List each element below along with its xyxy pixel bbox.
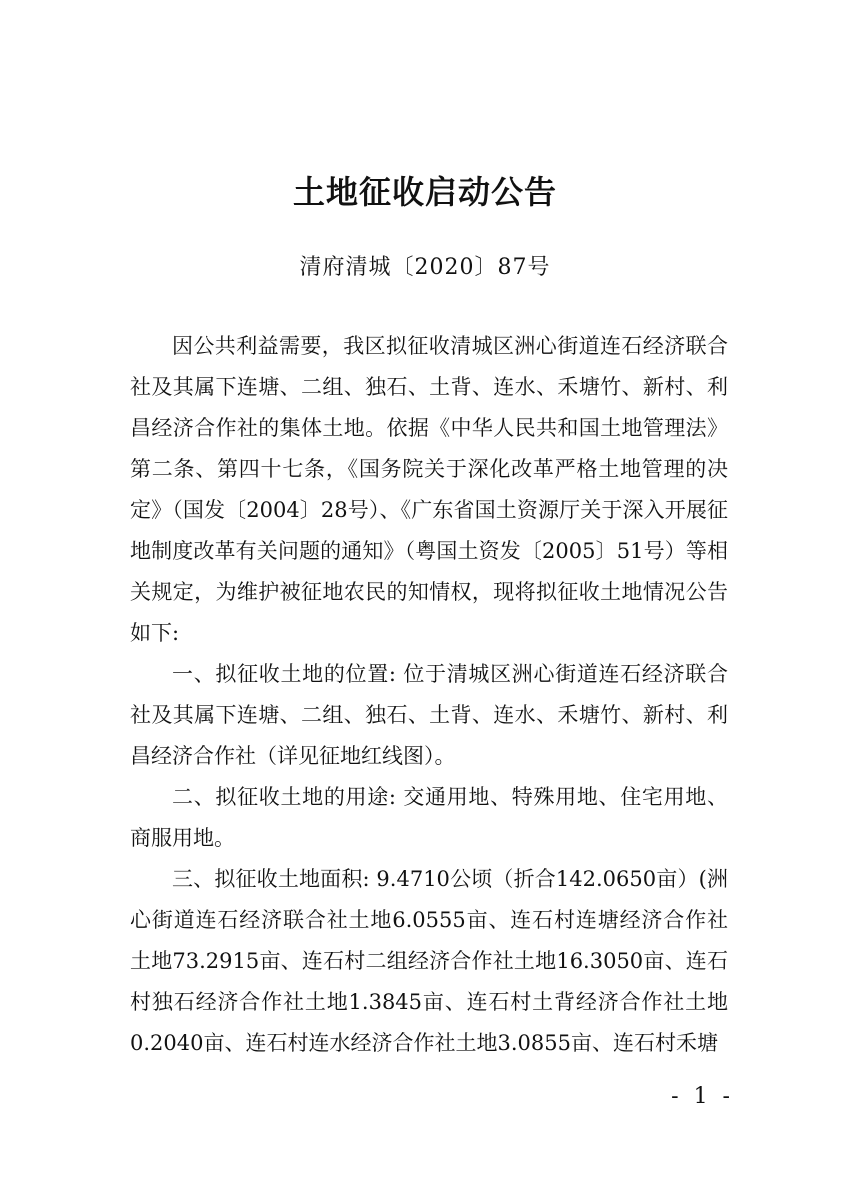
paragraph-intro: 因公共利益需要，我区拟征收清城区洲心街道连石经济联合社及其属下连塘、二组、独石、土背、连水、禾塘竹、新村、利昌经济合作社的集体土地。依据《中华人民共和国土地管理法》第二条、第四十七条，《国务院关于深化改革严格土地管理的决定》（国发〔2004〕28号）、《广东省国土资源厅关于深入开展征地制度改革有关问题的通知》（粤国土资发〔2005〕51号）等相关规定，为维护被征地农民的知情权，现将拟征收土地情况公告如下:: [130, 334, 728, 645]
paragraph-area: 三、拟征收土地面积: 9.4710公顷（折合142.0650亩）(洲心街道连石经济联合社土地6.0555亩、连石村连塘经济合作社土地73.2915亩、连石村二组经济合作社土地16.3050亩、连石村独石经济合作社土地1.3845亩、连石村土背经济合作社土地0.2040亩、连石村连水经济合作社土地3.0855亩、连石村禾塘: [130, 867, 728, 1055]
paragraph-usage: 二、拟征收土地的用途: 交通用地、特殊用地、住宅用地、商服用地。: [130, 785, 728, 850]
page-title: 土地征收启动公告: [292, 173, 557, 211]
paragraph-location: 一、拟征收土地的位置: 位于清城区洲心街道连石经济联合社及其属下连塘、二组、独石、土背、连水、禾塘竹、新村、利昌经济合作社（详见征地红线图）。: [130, 662, 728, 768]
page-number: - 1 -: [671, 1084, 734, 1109]
document-number: 清府清城〔2020〕87号: [299, 255, 551, 280]
document-body: [130, 326, 728, 1064]
